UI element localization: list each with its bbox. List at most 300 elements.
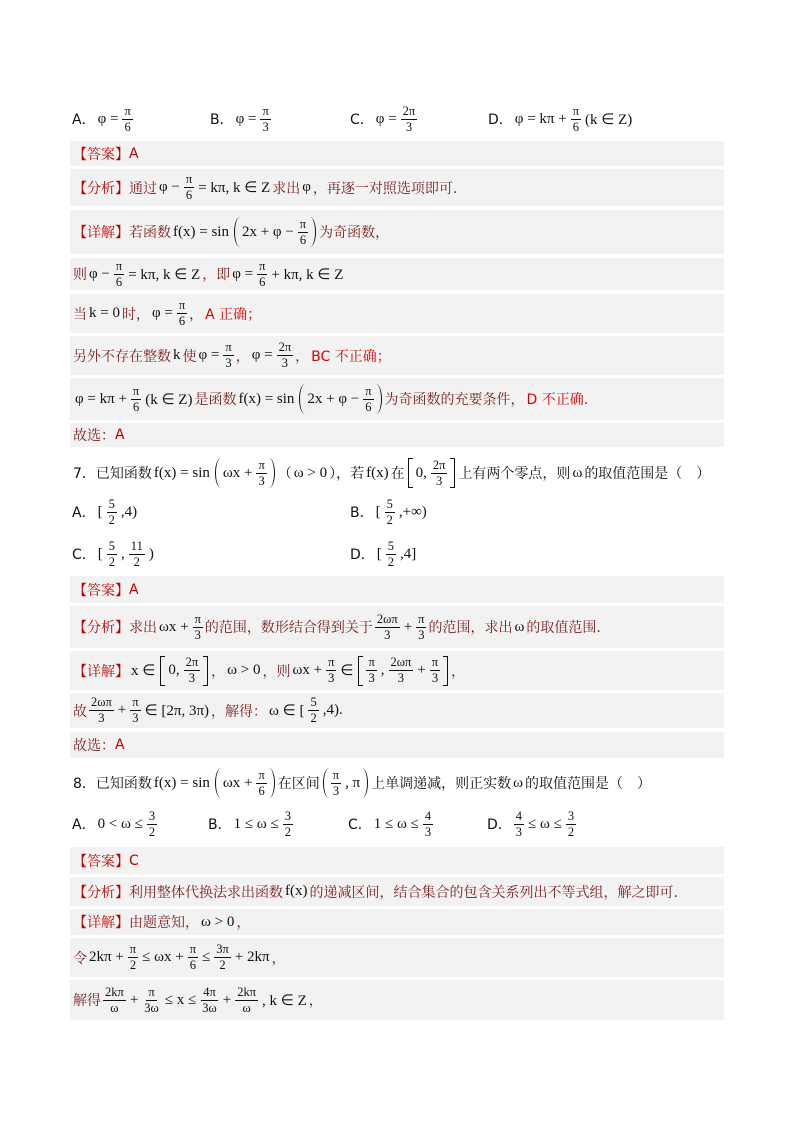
fraction [363, 385, 373, 414]
q6-analysis [70, 169, 724, 206]
option-c [348, 806, 435, 842]
math-expression: φ = kπ + [514, 110, 567, 127]
fraction [277, 341, 294, 370]
explanation-text: 利用整体代换法求出函数 [129, 884, 283, 901]
fraction-denominator: 3 [424, 824, 432, 839]
q8-detail-line [70, 938, 724, 977]
explanation-text: 是函数 [194, 392, 237, 408]
fraction-denominator: 2 [284, 824, 291, 839]
math-expression: 1 ≤ ω ≤ [233, 815, 279, 832]
q6-detail-line [70, 336, 724, 375]
fraction-numerator: 2π [402, 103, 416, 118]
option-label: B． [210, 112, 234, 128]
math-expression: ωx + [222, 464, 253, 481]
math-expression: ,4). [322, 702, 343, 718]
math-expression: 1 ≤ ω ≤ [373, 815, 419, 832]
fraction-denominator: 3 [98, 711, 105, 725]
explanation-text: 故 [73, 703, 87, 720]
math-expression: ωx + [159, 618, 189, 635]
explanation-text: ，解得： [211, 703, 268, 720]
fraction-denominator: 6 [115, 274, 123, 289]
fraction-denominator: 3 [332, 783, 340, 798]
answer-label: 【答案】 [73, 146, 129, 163]
explanation-text: ， [211, 663, 226, 680]
explanation-text: 求出 [272, 180, 301, 197]
fraction [188, 943, 198, 972]
fraction-denominator: 6 [299, 232, 307, 247]
q8-answer [70, 847, 724, 874]
math-expression: + 2kπ [234, 949, 270, 965]
fraction-denominator: 3 [188, 671, 195, 685]
fraction [129, 540, 145, 569]
analysis-label: 【分析】 [73, 180, 129, 197]
left-bracket [408, 458, 413, 488]
math-expression: f(x) [285, 883, 308, 899]
fraction-denominator: 2 [310, 711, 317, 725]
fraction-denominator: 2 [219, 958, 226, 972]
math-expression: ω [514, 618, 525, 635]
fraction-denominator: 2 [148, 824, 156, 839]
explanation-text: ， [451, 663, 466, 680]
option-a [72, 806, 159, 842]
math-expression: + kπ, k ∈ Z [271, 266, 344, 283]
fraction [177, 299, 187, 328]
math-expression: f(x) = sin [173, 223, 229, 240]
math-expression: ≤ x ≤ [164, 991, 197, 1008]
fraction-denominator: 6 [189, 958, 196, 972]
option-label: A． [72, 505, 96, 521]
fraction-numerator: 11 [130, 538, 143, 553]
math-expression: ) [148, 545, 154, 562]
q6-detail-line [70, 210, 724, 254]
fraction-denominator: 2 [108, 554, 116, 569]
fraction-denominator: 6 [132, 399, 140, 414]
fraction-denominator: 6 [259, 274, 266, 289]
option-a [72, 495, 139, 529]
fraction [256, 459, 266, 488]
answer-value: C [129, 852, 139, 869]
right-parenthesis [269, 458, 275, 488]
answer-label: 【答案】 [73, 582, 129, 599]
highlight-conclusion: BC 不正确； [311, 348, 391, 365]
fraction [184, 173, 194, 202]
right-parenthesis [269, 768, 275, 798]
math-expression: , k ∈ Z [262, 992, 307, 1009]
option-d [487, 806, 578, 842]
math-expression: (k ∈ Z) [145, 391, 193, 408]
highlight-conclusion: D 不正确. [526, 392, 589, 408]
fraction [114, 260, 124, 289]
fraction-numerator: π [368, 655, 375, 669]
explanation-text: 由题意知， [129, 915, 199, 931]
option-label: A． [72, 112, 96, 128]
fraction-numerator: 3 [148, 808, 156, 823]
fraction-denominator: 3ω [202, 1000, 217, 1015]
fraction-numerator: 5 [108, 496, 115, 511]
math-expression: φ − [89, 265, 110, 282]
option-label: A． [72, 817, 96, 833]
fraction-denominator: 3 [225, 356, 232, 370]
fraction-numerator: π [189, 942, 196, 956]
math-expression: f(x) = sin [153, 774, 210, 791]
question-text: （ [277, 466, 292, 482]
fraction-denominator: 3 [418, 627, 425, 642]
fraction-numerator: 5 [310, 695, 317, 709]
fraction-numerator: 2ωπ [390, 655, 412, 669]
explanation-text: ， [189, 306, 204, 323]
option-c [72, 536, 156, 572]
math-expression: 2x + φ − [241, 223, 294, 240]
math-expression: (k ∈ Z) [585, 111, 633, 128]
math-expression: φ = [198, 347, 220, 363]
explanation-text: 若函数 [129, 225, 171, 241]
explanation-text: 为奇函数， [319, 225, 390, 241]
option-d [488, 102, 634, 136]
detail-label: 【详解】 [73, 663, 129, 680]
math-expression: + [129, 991, 139, 1008]
explanation-text: ，则 [262, 663, 291, 680]
fraction [142, 986, 160, 1015]
option-c [350, 102, 419, 136]
fraction-numerator: π [299, 216, 307, 231]
math-expression: ω > 0 [201, 913, 235, 930]
q7-options-row [70, 536, 724, 572]
q7-detail-line [70, 693, 724, 728]
math-expression: k [173, 347, 181, 363]
q8-detail-line [70, 909, 724, 935]
fraction [214, 943, 231, 972]
math-expression: x ∈ [131, 663, 156, 679]
fraction [386, 540, 396, 569]
explanation-text: ，即 [202, 267, 231, 283]
option-label: D． [488, 112, 513, 128]
explanation-text: 的递减区间，结合集合的包含关系列出不等式组，解之即可. [309, 884, 678, 901]
answer-value: A [129, 581, 139, 598]
fraction-numerator: π [262, 103, 269, 118]
math-expression: 0, [415, 464, 427, 481]
fraction [128, 943, 138, 972]
question-text: ），若 [329, 466, 365, 482]
fraction-numerator: 3 [567, 808, 575, 823]
math-expression: ω > 0 [293, 464, 328, 481]
q8-detail-line [70, 980, 724, 1020]
fraction-numerator: 5 [108, 538, 116, 553]
left-bracket [160, 656, 165, 686]
math-expression: ,4) [120, 503, 138, 520]
right-bracket [203, 656, 208, 686]
answer-label: 【答案】 [73, 853, 129, 870]
fraction-numerator: π [132, 383, 140, 398]
analysis-label: 【分析】 [73, 620, 129, 636]
fraction [423, 810, 433, 839]
math-expression: = kπ, k ∈ Z [128, 266, 201, 283]
explanation-text: 令 [73, 950, 87, 967]
fraction [571, 105, 581, 134]
explanation-text: 的范围，求出 [428, 620, 513, 636]
fraction-numerator: π [178, 298, 186, 312]
math-expression: φ = [235, 110, 257, 127]
math-expression: φ = kπ + [75, 390, 127, 407]
explanation-text: ，再逐一对照选项即可. [312, 180, 458, 197]
fraction-denominator: 6 [572, 119, 579, 134]
math-expression: ∈ [2π, 3π) [144, 703, 210, 719]
option-a [72, 102, 135, 136]
fraction [401, 105, 418, 134]
math-expression: , [380, 662, 385, 678]
q7-final-choice [70, 732, 724, 758]
math-expression: [ [97, 503, 103, 520]
math-expression: φ = [97, 110, 119, 127]
option-label: C． [348, 817, 372, 833]
math-expression: f(x) = sin [238, 390, 295, 407]
right-parenthesis [362, 768, 368, 798]
fraction [223, 341, 233, 370]
math-expression: φ = [251, 347, 273, 363]
q7-detail-line [70, 651, 724, 690]
explanation-text: ， [308, 993, 323, 1009]
math-expression: + [417, 662, 426, 678]
q8-options [70, 806, 724, 842]
final-value: A [115, 737, 125, 753]
fraction [331, 769, 341, 798]
fraction-denominator: 6 [365, 399, 372, 414]
explanation-text: ， [236, 915, 251, 931]
explanation-text: ， [271, 950, 286, 967]
question-text: 上有两个零点，则 [458, 466, 571, 482]
fraction [103, 986, 126, 1015]
final-label: 故选： [73, 428, 115, 444]
fraction [514, 810, 524, 839]
fraction-denominator: ω [110, 1000, 119, 1015]
fraction-numerator: π [124, 103, 131, 118]
right-parenthesis [310, 217, 316, 247]
option-b [350, 495, 429, 529]
fraction-denominator: 2 [386, 512, 393, 527]
math-expression: [ [97, 545, 103, 562]
q6-answer [70, 141, 724, 166]
fraction-numerator: 4π [203, 984, 216, 999]
fraction-denominator: 3 [515, 824, 523, 839]
explanation-text: 求出 [129, 620, 157, 636]
fraction-numerator: 4 [515, 808, 523, 823]
q6-options [70, 102, 724, 136]
q7-answer [70, 576, 724, 603]
explanation-text: 使 [182, 348, 197, 365]
left-parenthesis [299, 384, 305, 414]
math-expression: φ = [375, 110, 397, 127]
fraction-denominator: 6 [185, 188, 193, 202]
fraction-numerator: 2π [185, 655, 199, 669]
fraction-denominator: 3 [194, 627, 201, 642]
fraction [89, 696, 114, 725]
math-expression: ,+∞) [398, 503, 427, 520]
option-b [210, 102, 273, 136]
question-text: 8．已知函数 [73, 776, 152, 792]
left-bracket [358, 656, 363, 686]
fraction [107, 498, 117, 527]
fraction-numerator: π [328, 655, 335, 669]
option-label: C． [350, 112, 374, 128]
fraction-denominator: 3 [328, 671, 335, 685]
fraction [283, 810, 293, 839]
fraction-numerator: 2π [432, 457, 446, 472]
left-parenthesis [215, 768, 221, 798]
fraction-denominator: 3 [258, 473, 265, 488]
math-expression: [ [375, 503, 381, 520]
fraction-denominator: 6 [258, 783, 265, 798]
fraction-numerator: π [572, 103, 579, 118]
fraction-numerator: 4 [424, 808, 432, 823]
fraction-numerator: π [259, 258, 266, 273]
math-expression: + [403, 618, 413, 635]
option-label: D． [487, 817, 512, 833]
math-expression: ω [572, 464, 583, 481]
fraction [130, 696, 140, 725]
q7-stem [70, 455, 724, 491]
math-expression: ≤ [202, 949, 211, 965]
fraction-denominator: 3 [262, 119, 269, 134]
left-parenthesis [234, 217, 240, 247]
fraction-denominator: 3 [431, 671, 439, 685]
fraction-numerator: 2kπ [105, 984, 124, 999]
q7-analysis [70, 606, 724, 648]
explanation-text: 则 [73, 267, 87, 283]
fraction-numerator: 3 [284, 808, 291, 823]
question-text: 在区间 [277, 776, 320, 792]
q8-stem [70, 765, 724, 801]
fraction-denominator: 3ω [144, 1000, 159, 1015]
fraction-numerator: π [225, 340, 232, 354]
question-text: 的取值范围是（ ） [584, 466, 711, 482]
fraction-numerator: 5 [387, 538, 395, 553]
fraction-numerator: 2π [278, 340, 292, 354]
fraction [256, 769, 266, 798]
math-expression: φ = [232, 265, 254, 282]
final-value: A [115, 427, 125, 443]
fraction-denominator: 2 [133, 554, 140, 569]
fraction-numerator: 2kπ [237, 984, 256, 999]
explanation-text: 的取值范围. [526, 620, 601, 636]
fraction [431, 459, 448, 488]
math-expression: 2x + φ − [307, 390, 360, 407]
fraction [260, 105, 270, 134]
fraction-denominator: 2 [567, 824, 575, 839]
math-expression: φ = [151, 305, 173, 321]
analysis-label: 【分析】 [73, 884, 129, 901]
math-expression: ≤ ω ≤ [528, 815, 562, 832]
fraction [147, 810, 157, 839]
fraction [184, 656, 201, 685]
fraction-denominator: ω [242, 1000, 251, 1015]
math-expression: f(x) [366, 464, 389, 481]
fraction-denominator: 3 [384, 627, 391, 642]
fraction [416, 613, 426, 642]
fraction [326, 656, 336, 685]
fraction [385, 498, 395, 527]
fraction-numerator: π [185, 172, 193, 186]
fraction-denominator: 3 [397, 671, 405, 685]
explanation-text: ， [235, 348, 250, 365]
detail-label: 【详解】 [73, 225, 129, 241]
final-label: 故选： [73, 738, 115, 754]
fraction-numerator: 2ωπ [376, 611, 398, 626]
fraction [366, 656, 376, 685]
fraction [566, 810, 576, 839]
fraction-denominator: 3 [368, 671, 375, 685]
fraction-numerator: π [129, 942, 137, 956]
math-expression: , π [345, 774, 361, 791]
math-expression: = kπ, k ∈ Z [198, 180, 271, 196]
fraction-numerator: π [365, 383, 372, 398]
math-expression: ω [513, 774, 524, 791]
right-bracket [450, 458, 455, 488]
fraction [131, 385, 141, 414]
fraction-numerator: π [194, 611, 201, 626]
left-parenthesis [323, 768, 329, 798]
explanation-text: 另外不存在整数 [73, 348, 171, 365]
fraction-denominator: 2 [108, 512, 115, 527]
fraction-denominator: 2 [387, 554, 395, 569]
detail-label: 【详解】 [73, 915, 129, 931]
option-label: D． [350, 547, 375, 563]
highlight-conclusion: A 正确； [205, 306, 262, 323]
explanation-text: ， [295, 348, 310, 365]
math-expression: 0 < ω ≤ [97, 815, 143, 832]
math-expression: ωx + [222, 774, 253, 791]
left-parenthesis [215, 458, 221, 488]
math-expression: ≤ ωx + [142, 949, 184, 965]
fraction [430, 656, 440, 685]
fraction-denominator: 2 [129, 958, 137, 972]
math-expression: 0, [168, 662, 180, 678]
fraction [200, 986, 218, 1015]
question-text: 在 [390, 466, 405, 482]
fraction-numerator: π [258, 767, 265, 782]
fraction [298, 218, 308, 247]
fraction [375, 613, 400, 642]
math-expression: φ [302, 179, 311, 195]
fraction-numerator: π [418, 611, 425, 626]
fraction-numerator: π [148, 984, 155, 999]
fraction-numerator: 3π [216, 942, 229, 956]
math-expression: + [222, 991, 232, 1008]
q7-options-row [70, 495, 724, 529]
fraction-numerator: 2ωπ [91, 695, 112, 709]
fraction [122, 105, 132, 134]
question-text: 的取值范围是（ ） [525, 776, 652, 792]
right-bracket [443, 656, 448, 686]
fraction-denominator: 6 [124, 119, 131, 134]
q8-analysis [70, 877, 724, 906]
fraction [257, 260, 267, 289]
fraction-numerator: π [258, 457, 265, 472]
fraction [389, 656, 414, 685]
right-parenthesis [376, 384, 382, 414]
q6-detail-line [70, 258, 724, 290]
math-expression: ∈ [340, 663, 354, 679]
explanation-text: 当 [73, 306, 87, 323]
math-expression: ,4] [400, 545, 417, 562]
fraction [235, 986, 258, 1015]
fraction-numerator: π [332, 767, 340, 782]
explanation-text: 的范围，数形结合得到关于 [204, 620, 373, 636]
answer-value: A [129, 145, 139, 162]
math-expression: φ − [159, 179, 180, 195]
fraction [193, 613, 203, 642]
question-text: 上单调递减，则正实数 [371, 776, 512, 792]
math-expression: k = 0 [89, 305, 120, 321]
explanation-text: 为奇函数的充要条件， [384, 392, 525, 408]
